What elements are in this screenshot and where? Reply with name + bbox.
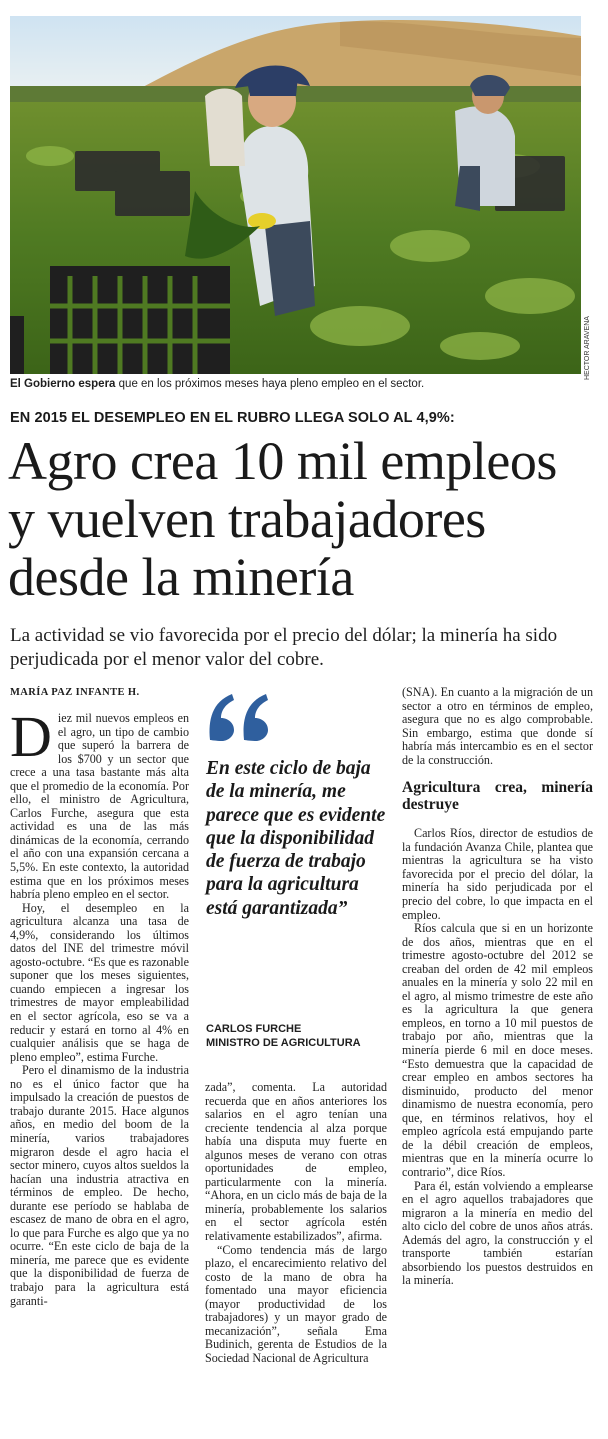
pull-quote-attribution [206,1022,396,1050]
paragraph-8: Ríos calcula que si en un horizonte de dos años, mientras que en el trimestre agosto-octubre del 2012 se creaban del orden de 42 mil empleos anuales en la minería y solo 22 mil en el agro, al mismo trimestre de este año es la agricultura la que genera empleos, en torno a 10 mil puestos de trabajo por año, mientras que la minería pierde 6 mil en doce meses. “Esto demuestra que la capacidad de crear empleo en ambos sectores ha disminuido, producto del menor dinamismo de nuestra economía, pero que, en términos relativos, hoy el empleo agrícola está empujando parte de la débil creación de empleos, mientras que en la minería ocurre lo contrario”, dice Ríos. [402,921,593,1179]
headline [8,432,603,606]
paragraph-4: zada”, comenta. La autoridad recuerda que en años anteriores los salarios en el agro tenían una creciente tendencia al alza porque había una disputa muy fuerte en algunos meses de verano con otras oportunidades de empleo, particularmente con la minería. “Ahora, en un ciclo más de baja de la minería, probablemente los salarios en el sector agrícola estén relativamente estabilizados”, afirma. [205,1080,387,1244]
caption-lead: El Gobierno espera [10,378,116,390]
paragraph-5: “Como tendencia más de largo plazo, el encarecimiento relativo del costo de la mano de obra ha fomentado una mayor eficiencia (mayor productividad de los trabajadores) y un mayor grado de mecanización”, señala Ema Budinich, gerenta de Estudios de la Sociedad Nacional de Agricultura [205,1242,387,1365]
paragraph-2: Hoy, el desempleo en la agricultura alcanza una tasa de 4,9%, considerando los últimos datos del INE del trimestre móvil agosto-octubre. “Es que es razonable suponer que los meses siguientes, cuando empiecen a ingresar los trimestres de mayor empleabilidad en el sector agrícola, eso se va a reducir y estará en torno al 4% en cualquier análisis que se haga de pleno empleo”, estima Furche. [10,900,189,1064]
subheading: Agricultura crea, minería destruye [402,779,593,814]
paragraph-3: Pero el dinamismo de la industria no es el único factor que ha impulsado la creación de puestos de trabajo durante 2015. Hace algunos años, en medio del boom de la minería, varios trabajadores migraron desde el agro hacia el sector minero, cuyos altos sueldos la hacían una industria atractiva en términos de empleo. De hecho, durante ese período se hablaba de escasez de mano de obra en el agro, lo que para Furche es algo que ya no ocurre. “En este ciclo de baja de la minería, me parece que es evidente que la disponibilidad de fuerza de trabajo para la agricultura está garanti- [10,1063,189,1308]
photo-caption [10,378,590,390]
deck: La actividad se vio favorecida por el precio del dólar; la minería ha sido perjudicada por el menor valor del cobre. [10,625,558,670]
headline-line-1: Agro crea 10 mil empleos [8,431,557,491]
column-3 [402,686,593,1288]
pull-quote-name: CARLOS FURCHE [206,1023,302,1035]
paragraph-9: Para él, están volviendo a emplearse en el agro aquellos trabajadores que migraron a la minería en medio del alto ciclo del cobre de unos años atrás. Además del agro, la construcción y el transporte también estarían absorbiendo los puestos destruidos en la minería. [402,1178,593,1288]
paragraph-1 [10,704,189,902]
field-workers-illustration [10,16,581,374]
pull-quote: En este ciclo de baja de la minería, me parece que es evidente que la disponibilidad de fuerza de trabajo para la agricultura está garantizada” [206,758,386,919]
byline: MARÍA PAZ INFANTE H. [10,687,140,698]
headline-line-3: desde la minería [8,547,354,607]
kicker: EN 2015 EL DESEMPLEO EN EL RUBRO LLEGA SOLO AL 4,9%: [10,410,455,426]
column-1 [10,704,189,1308]
paragraph-6: (SNA). En cuanto a la migración de un sector a otro en términos de empleo, asegura que no es algo comprobable. Sin embargo, estima que donde sí habría más intercambio es en el sector de la construcción. [402,685,593,767]
caption-text: que en los próximos meses haya pleno empleo en el sector. [115,378,425,390]
paragraph-1-text: iez mil nuevos empleos en el agro, un tipo de cambio que superó la barrera de los $700 y un sector que crece a una tasa bastante más alta que el promedio de la economía. Por ello, el ministro de Agricultura, Carlos Furche, asegura que esta actividad es una de las más dinámicas de la economía, cerrando el año con una expansión cercana a 5,5%. En este contexto, la autoridad estima que en los próximos meses habría pleno empleo en el sector. [10,711,189,902]
article-photo [10,16,581,374]
headline-line-2: y vuelven trabajadores [8,489,486,549]
photo-credit: HECTOR ARAVENA [584,316,591,380]
quote-mark-icon [206,692,276,742]
pull-quote-title: MINISTRO DE AGRICULTURA [206,1037,361,1049]
paragraph-7: Carlos Ríos, director de estudios de la fundación Avanza Chile, plantea que mientras la agricultura se ha visto favorecida por el precio del dólar, la minería ha sido perjudicada por el precio del cobre, lo que impacta en el empleo. [402,826,593,922]
drop-cap: D [10,704,52,769]
column-2 [205,1081,387,1365]
